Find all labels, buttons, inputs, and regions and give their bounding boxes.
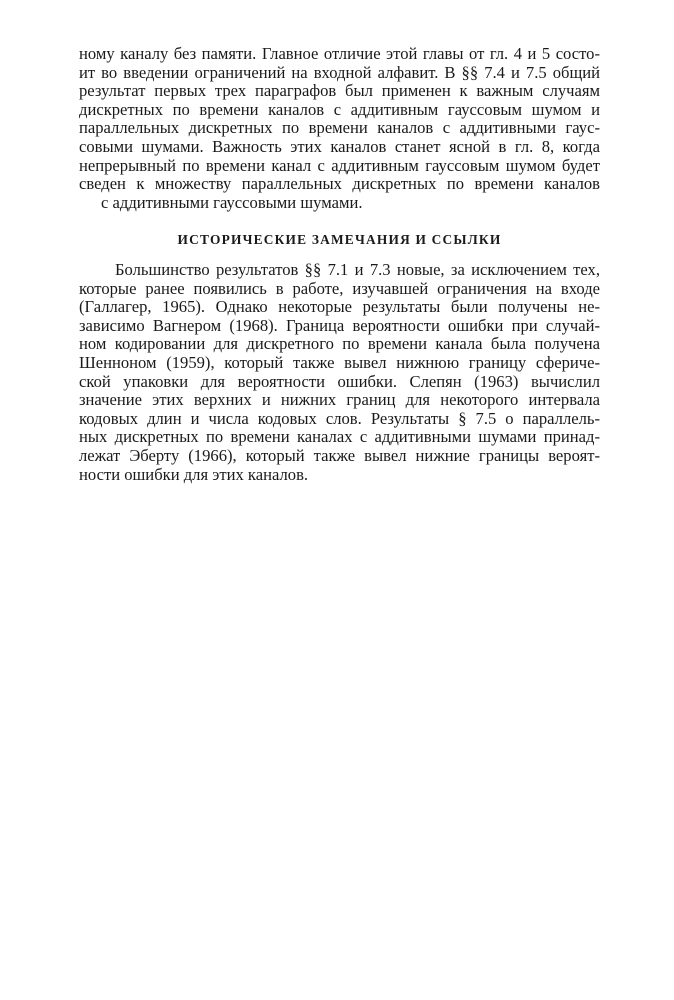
text-line: ных дискретных по времени каналах с аддитивными шумами принад- [79, 427, 600, 447]
text-line: значение этих верхних и нижних границ для некоторого интервала [79, 390, 600, 410]
text-line: Шенноном (1959), который также вывел нижнюю границу сфериче- [79, 352, 600, 372]
intro-paragraph [79, 45, 600, 212]
text-line: совыми шумами. Важность этих каналов станет ясной в гл. 8, когда [79, 136, 600, 156]
text-line: с аддитивными гауссовыми шумами. [101, 192, 363, 212]
text-line: результат первых трех параграфов был применен к важным случаям [79, 81, 600, 101]
text-line: кодовых длин и числа кодовых слов. Результаты § 7.5 о параллель- [79, 408, 600, 428]
text-line: сведен к множеству параллельных дискретных по времени каналов [79, 174, 600, 194]
text-line: ности ошибки для этих каналов. [79, 464, 309, 484]
text-line: ном кодировании для дискретного по времени канала была получена [79, 334, 600, 354]
text-line: ит во введении ограничений на входной алфавит. В §§ 7.4 и 7.5 общий [79, 62, 600, 82]
text-line: параллельных дискретных по времени каналов с аддитивными гаус- [79, 118, 600, 138]
text-line: зависимо Вагнером (1968). Граница вероятности ошибки при случай- [79, 315, 600, 335]
text-line: Большинство результатов §§ 7.1 и 7.3 новые, за исключением тех, [115, 260, 600, 279]
text-line: ской упаковки для вероятности ошибки. Слепян (1963) вычислил [79, 371, 600, 391]
text-line: непрерывный по времени канал с аддитивным гауссовым шумом будет [79, 155, 600, 175]
history-paragraph [79, 261, 600, 484]
text-line: лежат Эберту (1966), который также вывел нижние границы вероят- [79, 445, 600, 465]
text-line: (Галлагер, 1965). Однако некоторые результаты были получены не- [79, 297, 600, 317]
text-line: дискретных по времени каналов с аддитивным гауссовым шумом и [79, 99, 600, 119]
text-line: которые ранее появились в работе, изучавшей ограничения на входе [79, 278, 600, 298]
section-heading: ИСТОРИЧЕСКИЕ ЗАМЕЧАНИЯ И ССЫЛКИ [177, 232, 502, 247]
text-line: ному каналу без памяти. Главное отличие этой главы от гл. 4 и 5 состо- [79, 44, 600, 63]
